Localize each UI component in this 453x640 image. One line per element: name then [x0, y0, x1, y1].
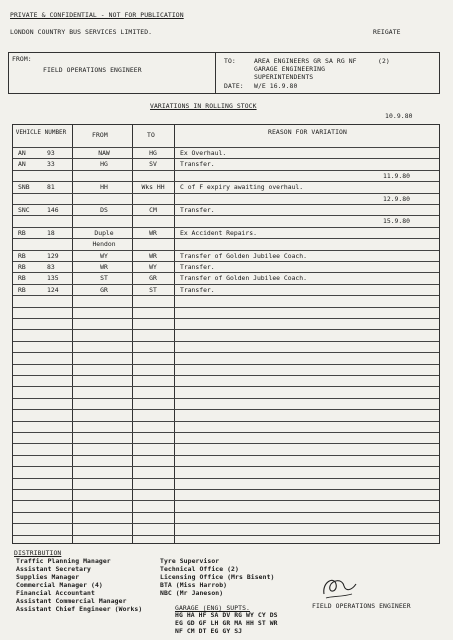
reason-text: Transfer. [180, 206, 215, 214]
vehicle-number: 93 [47, 149, 55, 157]
table-rule [13, 341, 439, 342]
vehicle-number: 33 [47, 160, 55, 169]
to-line-3: SUPERINTENDENTS [254, 73, 314, 81]
vehicle-number: 129 [47, 251, 59, 260]
col-header-reason: REASON FOR VARIATION [268, 128, 347, 136]
table-rule [13, 158, 439, 159]
col-divider-3 [174, 125, 175, 543]
classification-line: PRIVATE & CONFIDENTIAL - NOT FOR PUBLICATION [10, 11, 184, 19]
to-note: (2) [378, 57, 390, 65]
to-garage: CM [149, 206, 157, 214]
reason-text: Transfer of Golden Jubilee Coach. [180, 274, 307, 283]
location: REIGATE [373, 28, 401, 36]
to-garage: GR [149, 274, 157, 283]
col-divider-2 [132, 125, 133, 543]
row-date: 11.9.80 [383, 171, 410, 180]
vehicle-class: RB [18, 285, 26, 294]
garage-line-3: NF CM DT EG GY SJ [175, 627, 243, 635]
col-divider-1 [72, 125, 73, 543]
to-garage: WR [149, 228, 157, 237]
distribution-left-item: Supplies Manager [16, 573, 80, 581]
distribution-right-item: BTA (Miss Harrob) [160, 581, 228, 589]
distribution-left-item: Traffic Planning Manager [16, 557, 111, 565]
company-name: LONDON COUNTRY BUS SERVICES LIMITED. [10, 28, 153, 36]
distribution-left-item: Assistant Chief Engineer (Works) [16, 605, 143, 613]
from-garage: DS [100, 206, 108, 214]
table-rule [13, 478, 439, 479]
vehicle-number: 81 [47, 183, 55, 192]
vehicle-class: RB [18, 251, 26, 260]
page-title: VARIATIONS IN ROLLING STOCK [150, 102, 257, 110]
signature-mark [318, 572, 358, 602]
table-rule [13, 375, 439, 376]
date-label: DATE: [224, 82, 244, 90]
row-date: 15.9.80 [383, 217, 410, 226]
reason-text: Ex Overhaul. [180, 149, 227, 157]
distribution-left-item: Assistant Secretary [16, 565, 92, 573]
table-rule [13, 364, 439, 365]
garage-line-2: EG GD GF LH GR MA HH ST WR [175, 619, 278, 627]
vehicle-class: AN [18, 149, 26, 157]
vehicle-number: 18 [47, 228, 55, 237]
table-rule [13, 432, 439, 433]
reason-text: Transfer. [180, 285, 215, 294]
to-garage: HG [149, 149, 157, 157]
table-rule [13, 489, 439, 490]
to-label: TO: [224, 57, 236, 65]
from-garage: WR [100, 263, 108, 271]
table-rule [13, 272, 439, 273]
from-value: FIELD OPERATIONS ENGINEER [43, 66, 142, 74]
table-rule [13, 500, 439, 501]
memo-divider [215, 53, 216, 93]
from-garage: Duple [94, 228, 114, 237]
distribution-left-item: Assistant Commercial Manager [16, 597, 127, 605]
from-garage: NAW [98, 149, 110, 157]
to-garage: Wks HH [141, 183, 165, 192]
table-rule [13, 295, 439, 296]
distribution-right-item: Licensing Office (Mrs Bisent) [160, 573, 275, 581]
table-rule [13, 398, 439, 399]
from-garage: WY [100, 251, 108, 260]
table-rule [13, 261, 439, 262]
table-rule [13, 352, 439, 353]
distribution-left-item: Financial Accountant [16, 589, 95, 597]
col-header-vehicle: VEHICLE NUMBER [15, 129, 67, 136]
vehicle-number: 146 [47, 206, 59, 214]
to-garage: WY [149, 263, 157, 271]
garage-line-1: HG HA HF SA DV RG WY CY DS [175, 611, 278, 619]
to-garage: ST [149, 285, 157, 294]
table-rule [13, 466, 439, 467]
from-garage: ST [100, 274, 108, 283]
table-rule [13, 170, 439, 171]
table-rule [13, 204, 439, 205]
reason-text: Transfer. [180, 263, 215, 271]
reason-text: C of F expiry awaiting overhaul. [180, 183, 304, 192]
table-rule [13, 181, 439, 182]
reason-text: Transfer of Golden Jubilee Coach. [180, 251, 307, 260]
table-rule [13, 329, 439, 330]
table-rule [13, 443, 439, 444]
from-garage: Hendon [92, 240, 116, 249]
vehicle-class: SNC [18, 206, 30, 214]
signoff: FIELD OPERATIONS ENGINEER [312, 602, 411, 610]
table-rule [13, 250, 439, 251]
variations-table [12, 124, 440, 544]
vehicle-number: 83 [47, 263, 55, 271]
vehicle-class: RB [18, 274, 26, 283]
table-rule [13, 238, 439, 239]
vehicle-class: RB [18, 263, 26, 271]
first-date: 10.9.80 [385, 112, 413, 120]
from-garage: HG [100, 160, 108, 169]
vehicle-number: 135 [47, 274, 59, 283]
to-line-1: AREA ENGINEERS GR SA RG NF [254, 57, 357, 65]
vehicle-class: SNB [18, 183, 30, 192]
table-rule [13, 455, 439, 456]
vehicle-class: AN [18, 160, 26, 169]
table-rule [13, 523, 439, 524]
to-line-2: GARAGE ENGINEERING [254, 65, 326, 73]
reason-text: Transfer. [180, 160, 215, 169]
garage-heading: GARAGE (ENG) SUPTS. [175, 604, 251, 612]
distribution-left-item: Commercial Manager (4) [16, 581, 103, 589]
vehicle-number: 124 [47, 285, 59, 294]
date-value: W/E 16.9.80 [254, 82, 298, 90]
table-rule [13, 421, 439, 422]
distribution-right-item: Technical Office (2) [160, 565, 239, 573]
col-header-to: TO [147, 131, 155, 139]
table-rule [13, 147, 439, 148]
table-rule [13, 386, 439, 387]
table-rule [13, 284, 439, 285]
table-rule [13, 318, 439, 319]
to-garage: SV [149, 160, 157, 169]
table-rule [13, 193, 439, 194]
vehicle-class: RB [18, 228, 26, 237]
table-rule [13, 227, 439, 228]
col-header-from: FROM [92, 131, 108, 139]
reason-text: Ex Accident Repairs. [180, 228, 257, 237]
distribution-right-item: NBC (Mr Janeson) [160, 589, 224, 597]
to-garage: WR [149, 251, 157, 260]
distribution-heading: DISTRIBUTION [14, 549, 62, 557]
table-rule [13, 215, 439, 216]
from-garage: HH [100, 183, 108, 192]
table-rule [13, 535, 439, 536]
distribution-right-item: Tyre Supervisor [160, 557, 220, 565]
row-date: 12.9.80 [383, 194, 410, 203]
from-label: FROM: [12, 55, 32, 63]
from-garage: GR [100, 285, 108, 294]
table-rule [13, 409, 439, 410]
table-rule [13, 307, 439, 308]
table-rule [13, 512, 439, 513]
